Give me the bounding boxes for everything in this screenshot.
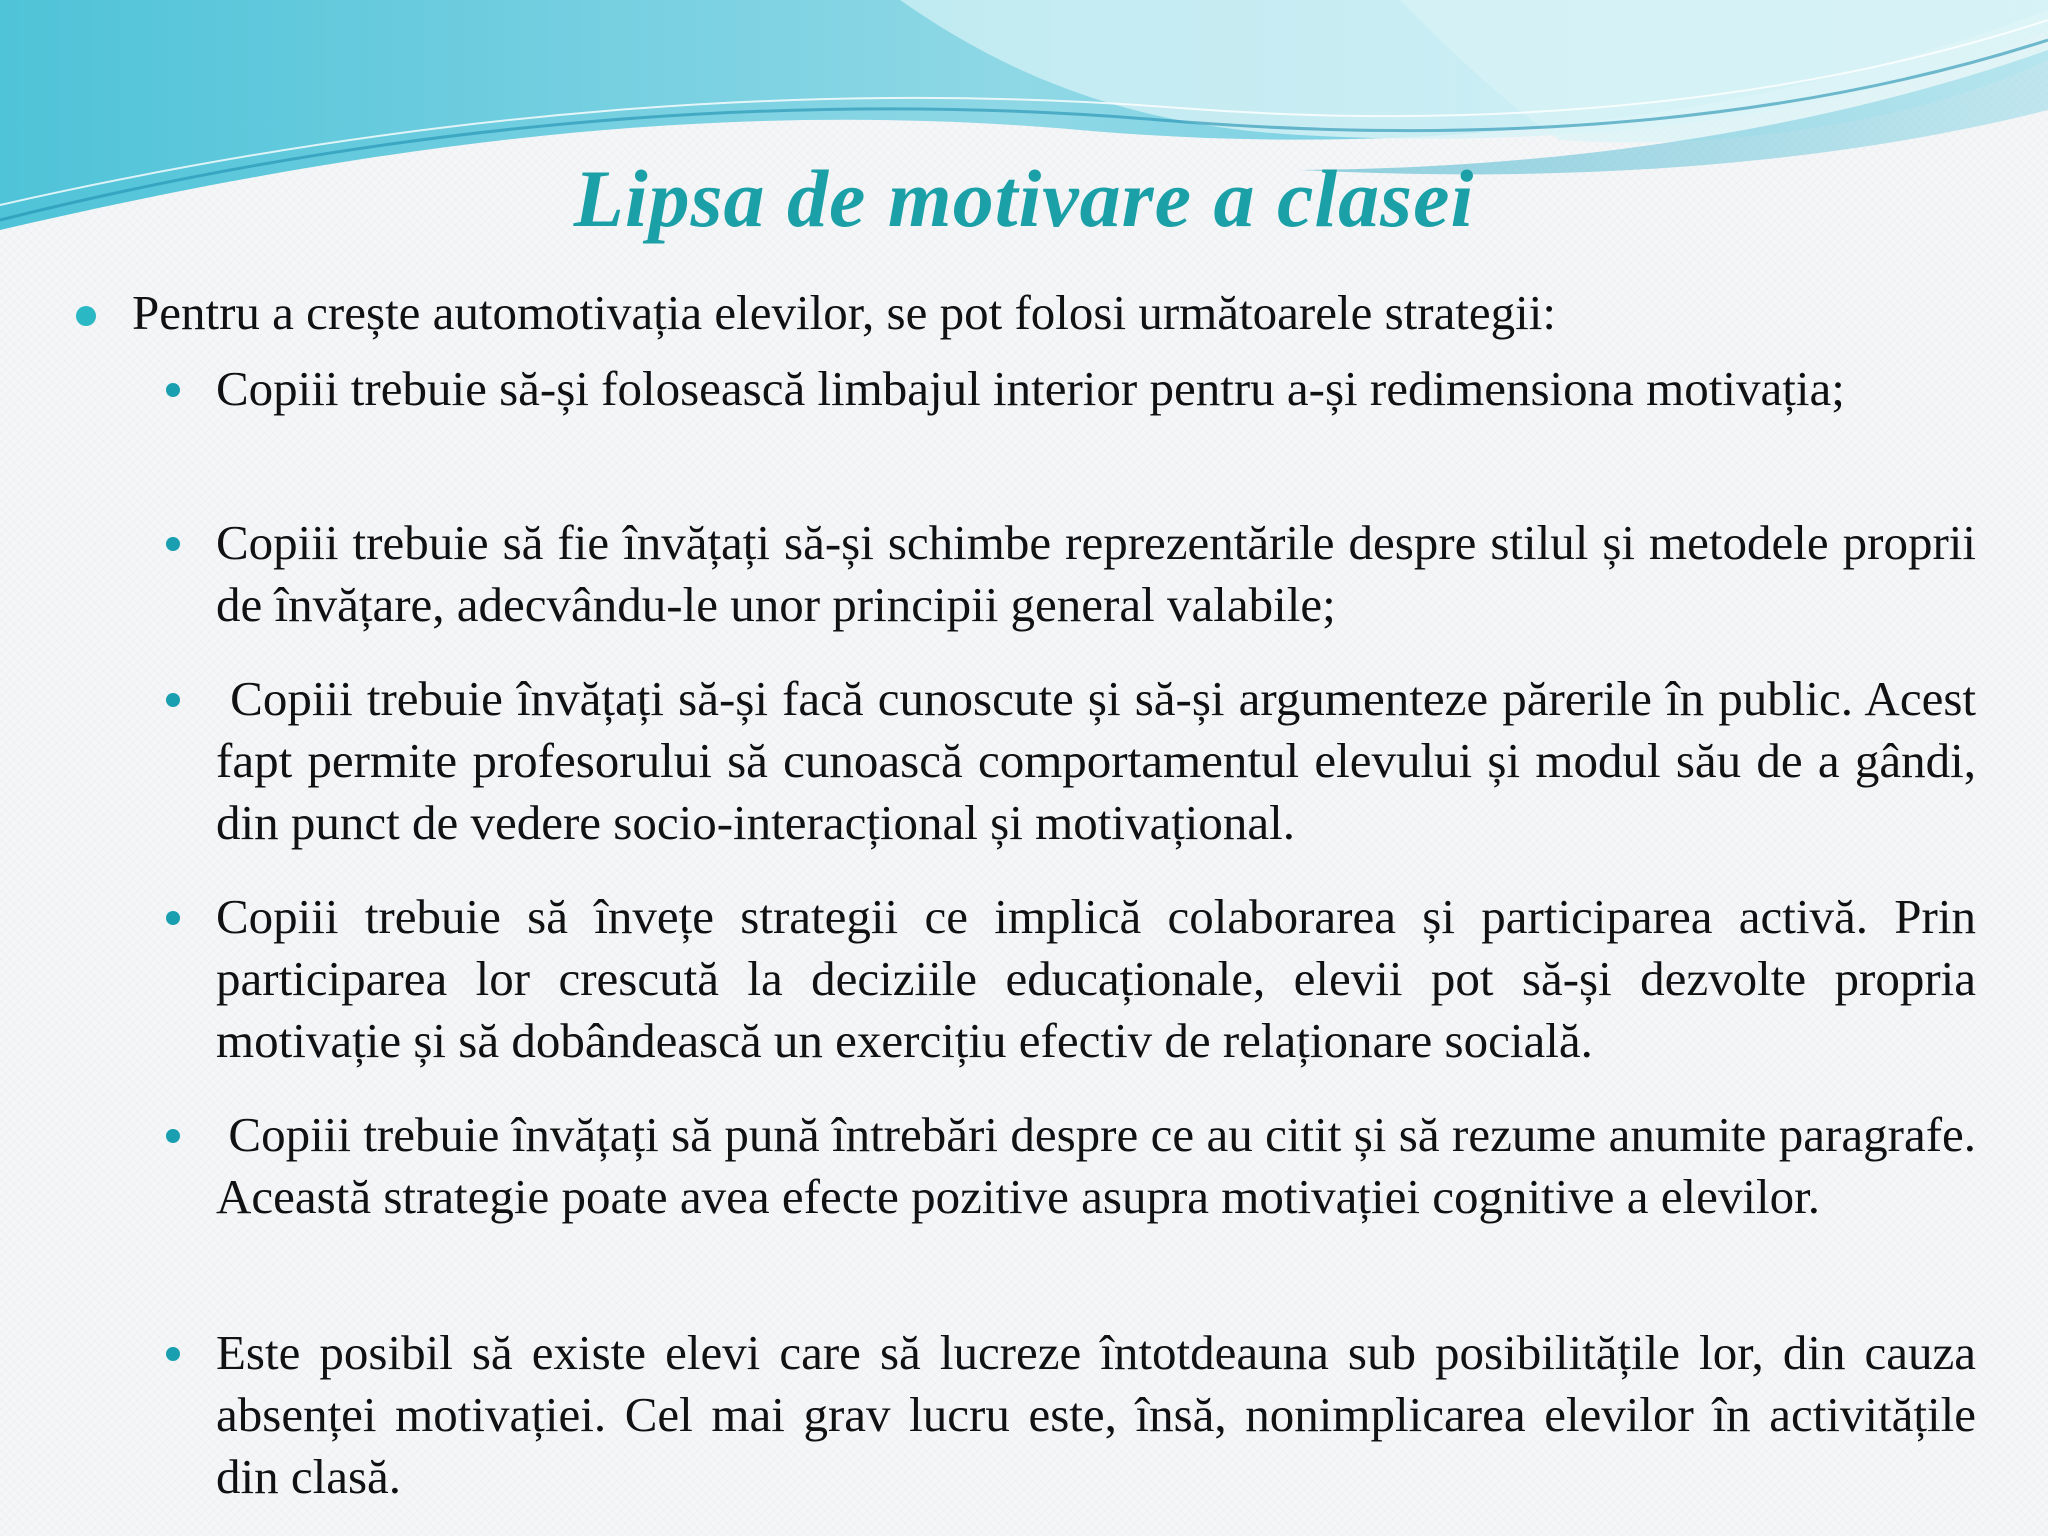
bullet-icon — [76, 306, 96, 326]
bullet-icon — [166, 383, 180, 397]
list-item — [216, 1322, 1976, 1508]
bullet-icon — [166, 911, 180, 925]
slide-title: Lipsa de motivare a clasei — [573, 153, 1475, 244]
intro-bullet — [132, 282, 1972, 344]
list-item-text: Copiii trebuie să fie învățați să-și schimbe reprezentările despre stilul și metodele proprii de învățare, adecvându-le unor principii general valabile; — [216, 515, 1976, 632]
list-item-text: Copiii trebuie învățați să pună întrebări despre ce au citit și să rezume anumite paragrafe. Această strategie poate avea efecte pozitive asupra motivației cognitive a elevilor. — [216, 1107, 1986, 1224]
list-item-text: Este posibil să existe elevi care să lucreze întotdeauna sub posibilitățile lor, din cauza absenței motivației. Cel mai grav lucru este, însă, nonimplicarea elevilor în activitățile din clasă. — [216, 1325, 1976, 1504]
bullet-icon — [166, 537, 180, 551]
intro-text: Pentru a crește automotivația elevilor, se pot folosi următoarele strategii: — [132, 285, 1557, 340]
list-item — [216, 886, 1976, 1072]
bullet-icon — [166, 693, 180, 707]
list-item — [216, 668, 1989, 854]
list-item — [216, 358, 1976, 420]
bullet-icon — [166, 1129, 180, 1143]
list-item — [216, 1104, 1986, 1228]
list-item-text: Copiii trebuie să-și folosească limbajul interior pentru a-și redimensiona motivația; — [216, 361, 1845, 416]
bullet-icon — [166, 1347, 180, 1361]
list-item-text: Copiii trebuie învățați să-și facă cunoscute și să-și argumenteze părerile în public. Acest fapt permite profesorului să cunoască comportamentul elevului și modul său de a gândi, din punct de vedere socio-interacțional și motivațional. — [216, 671, 1989, 850]
list-item — [216, 512, 1976, 636]
list-item-text: Copiii trebuie să învețe strategii ce implică colaborarea și participarea activă. Prin participarea lor crescută la deciziile educaționale, elevii pot să-și dezvolte propria motivație și să dobândească un exercițiu efectiv de relaționare socială. — [216, 889, 1976, 1068]
